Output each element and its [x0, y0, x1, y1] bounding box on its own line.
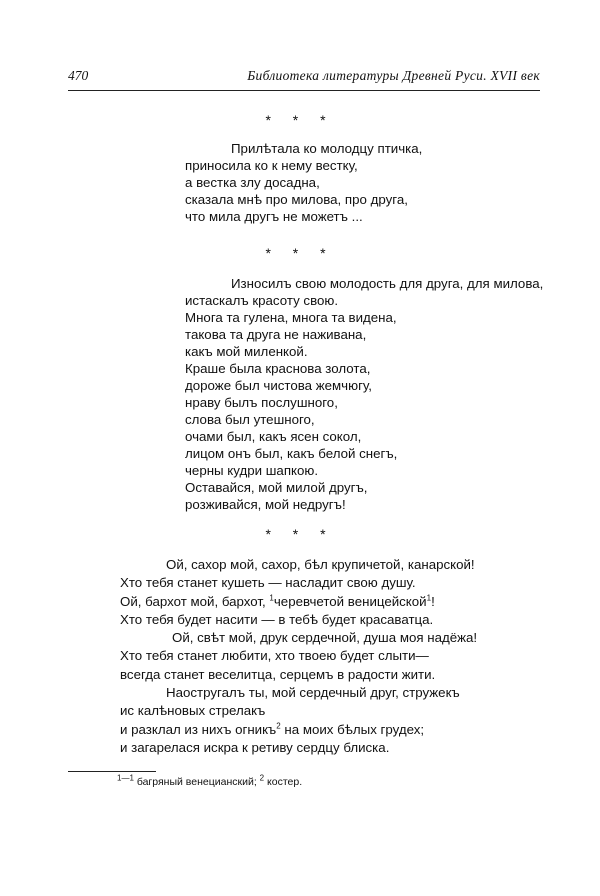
- header-rule: [68, 90, 540, 91]
- section-separator: * * *: [265, 245, 335, 261]
- poem-line: черны кудри шапкою.: [185, 463, 319, 478]
- poem-line: Хто тебя будет насити — в тебѣ будет красаватца.: [120, 611, 434, 627]
- footnote-marker: 2: [259, 773, 265, 783]
- poem-line: сказала мнѣ про милова, про друга,: [185, 192, 408, 207]
- poem-text: на моих бѣлых грудех;: [280, 721, 425, 737]
- section-separator: * * *: [265, 112, 335, 128]
- poem-line: такова та друга не наживана,: [185, 327, 367, 342]
- footnote-rule: [68, 771, 156, 772]
- poem-line: Наостругалъ ты, мой сердечный друг, стружекъ: [166, 685, 460, 701]
- poem-line: Ой, сахор мой, сахор, бѣл крупичетой, канарской!: [166, 557, 475, 572]
- poem-line: и загарелася искра к ретиву сердцу блиска.: [120, 739, 390, 755]
- poem-text: !: [431, 593, 435, 609]
- poem-line: что мила другъ не можетъ ...: [185, 209, 363, 224]
- footnote-marker: 1—1: [117, 773, 134, 783]
- poem-line: какъ мой миленкой.: [185, 344, 308, 359]
- footnote-marker: 1: [426, 593, 432, 603]
- poem-line: а вестка злу досадна,: [185, 175, 320, 190]
- footnote-marker: 1: [269, 593, 274, 603]
- poem-text: и разклал из нихъ огникъ: [120, 721, 277, 737]
- running-title: Библиотека литературы Древней Руси. XVII век: [247, 68, 540, 83]
- footnote-text: костер.: [264, 776, 303, 788]
- poem-line: розживайся, мой недругъ!: [185, 497, 346, 512]
- poem-text: черевчетой веницейской: [273, 593, 427, 609]
- poem-3: [120, 556, 477, 757]
- poem-line: Хто тебя станет кушеть — насладит свою душу.: [120, 575, 416, 591]
- poem-line: Многа та гулена, многа та видена,: [185, 310, 397, 325]
- footnote-marker: 2: [276, 721, 281, 731]
- poem-line: ис калѣновых стрелакъ: [120, 703, 266, 719]
- poem-line: очами был, какъ ясен сокол,: [185, 429, 362, 444]
- poem-text: Ой, бархот мой, бархот,: [120, 593, 270, 609]
- poem-line: лицом онъ был, какъ белой снегъ,: [185, 446, 398, 461]
- poem-line: [120, 593, 477, 611]
- poem-line: слова был утешного,: [185, 412, 315, 427]
- poem-1: [185, 140, 422, 225]
- poem-2: [185, 275, 543, 513]
- poem-line: [120, 721, 477, 739]
- poem-line: Износилъ свою молодость для друга, для милова,: [231, 276, 544, 291]
- poem-line: нраву былъ послушного,: [185, 395, 338, 410]
- poem-line: Оставайся, мой милой другъ,: [185, 480, 368, 495]
- poem-line: дороже был чистова жемчюгу,: [185, 378, 372, 393]
- footnote: [117, 773, 303, 788]
- poem-line: Ой, свѣт мой, друк сердечной, душа моя надёжа!: [172, 630, 478, 646]
- poem-line: всегда станет веселитца, серцемъ в радости жити.: [120, 666, 436, 682]
- poem-line: Краше была краснова золота,: [185, 361, 371, 376]
- poem-line: приносила ко к нему вестку,: [185, 158, 358, 173]
- poem-line: Хто тебя станет любити, хто твоею будет слыти—: [120, 648, 429, 664]
- page-number: 470: [68, 68, 89, 83]
- footnote-text: багряный венецианский;: [133, 776, 260, 788]
- running-header: [68, 68, 540, 84]
- poem-line: истаскалъ красоту свою.: [185, 293, 339, 308]
- section-separator: * * *: [265, 526, 335, 542]
- poem-line: Прилѣтала ко молодцу птичка,: [231, 141, 423, 156]
